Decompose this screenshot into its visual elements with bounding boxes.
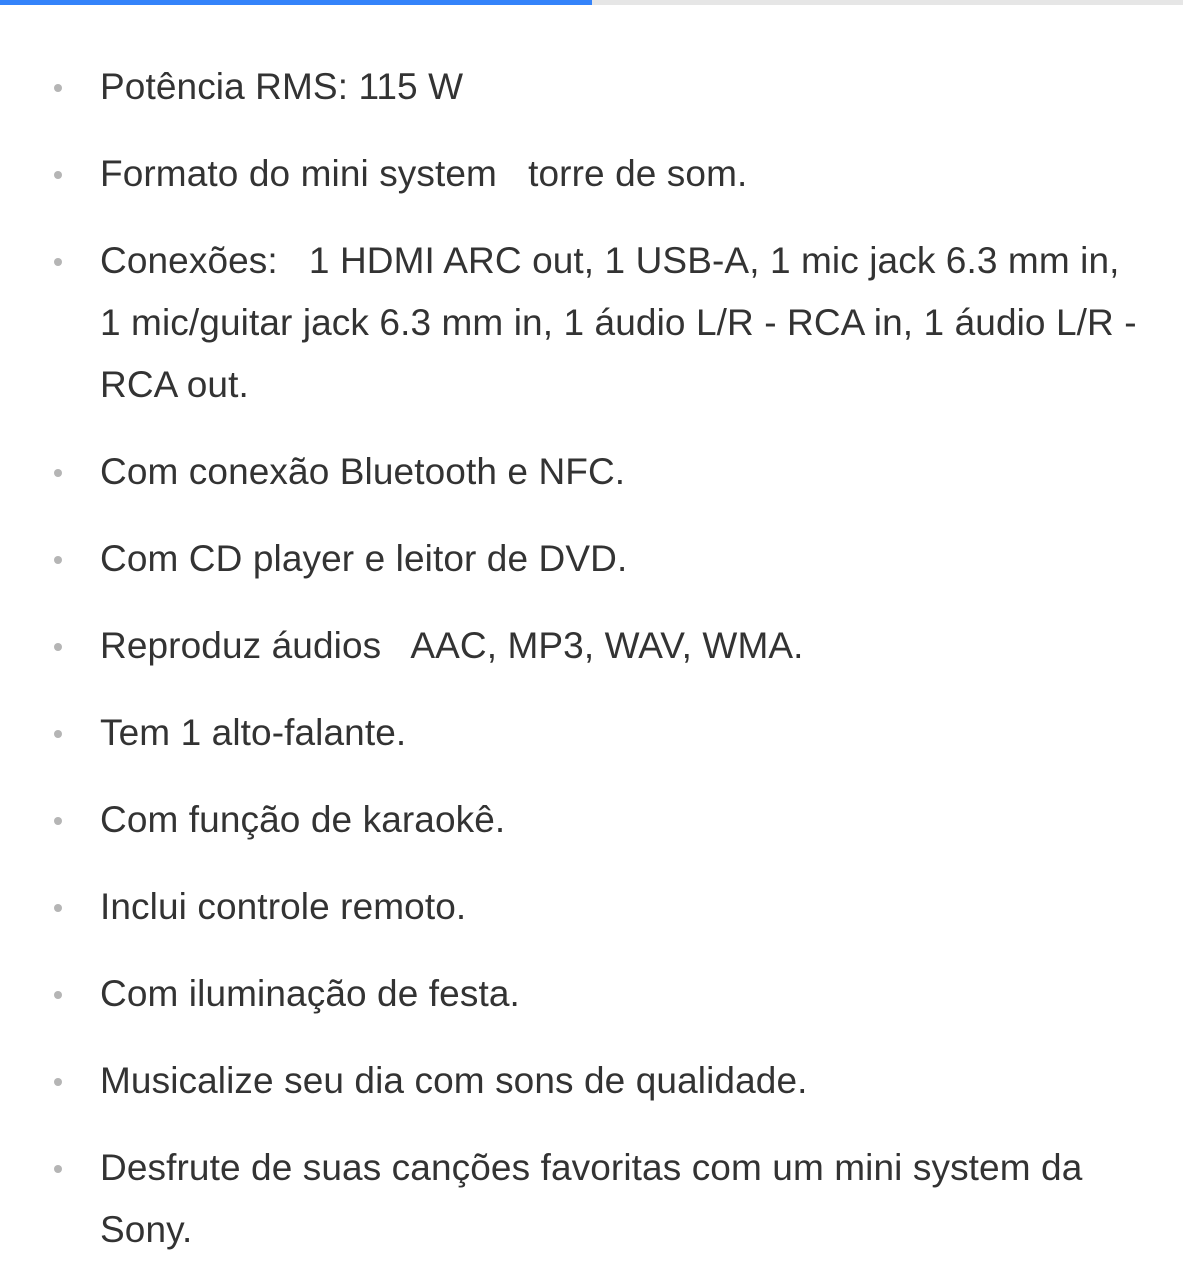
page-progress-bar <box>0 0 1183 5</box>
feature-text: Com iluminação de festa. <box>100 973 520 1014</box>
feature-text: Potência RMS: 115 W <box>100 66 464 107</box>
bullet-icon <box>54 643 62 651</box>
feature-item <box>0 789 1183 851</box>
bullet-icon <box>54 904 62 912</box>
bullet-icon <box>54 84 62 92</box>
bullet-icon <box>54 817 62 825</box>
feature-item <box>0 528 1183 590</box>
feature-item <box>0 143 1183 205</box>
feature-text: Inclui controle remoto. <box>100 886 467 927</box>
feature-item <box>0 230 1183 416</box>
feature-item <box>0 615 1183 677</box>
feature-text: Com função de karaokê. <box>100 799 506 840</box>
feature-item <box>0 441 1183 503</box>
feature-text: Com conexão Bluetooth e NFC. <box>100 451 626 492</box>
feature-item <box>0 876 1183 938</box>
bullet-icon <box>54 258 62 266</box>
bullet-icon <box>54 730 62 738</box>
feature-item <box>0 56 1183 118</box>
feature-text: Desfrute de suas canções favoritas com um mini system da Sony. <box>100 1147 1114 1250</box>
feature-text: Com CD player e leitor de DVD. <box>100 538 628 579</box>
feature-text: Tem 1 alto-falante. <box>100 712 407 753</box>
bullet-icon <box>54 991 62 999</box>
feature-item <box>0 963 1183 1025</box>
feature-item <box>0 1137 1183 1261</box>
bullet-icon <box>54 171 62 179</box>
page-progress-fill <box>0 0 592 5</box>
feature-item <box>0 1050 1183 1112</box>
feature-text: Formato do mini system torre de som. <box>100 153 748 194</box>
bullet-icon <box>54 1165 62 1173</box>
feature-text: Musicalize seu dia com sons de qualidade. <box>100 1060 808 1101</box>
bullet-icon <box>54 469 62 477</box>
bullet-icon <box>54 1078 62 1086</box>
feature-list <box>0 56 1183 1280</box>
feature-text: Conexões: 1 HDMI ARC out, 1 USB-A, 1 mic jack 6.3 mm in, 1 mic/guitar jack 6.3 mm in, 1 áudio L/R - RCA in, 1 áudio L/R - RCA out. <box>100 240 1148 405</box>
feature-item <box>0 702 1183 764</box>
feature-text: Reproduz áudios AAC, MP3, WAV, WMA. <box>100 625 804 666</box>
bullet-icon <box>54 556 62 564</box>
